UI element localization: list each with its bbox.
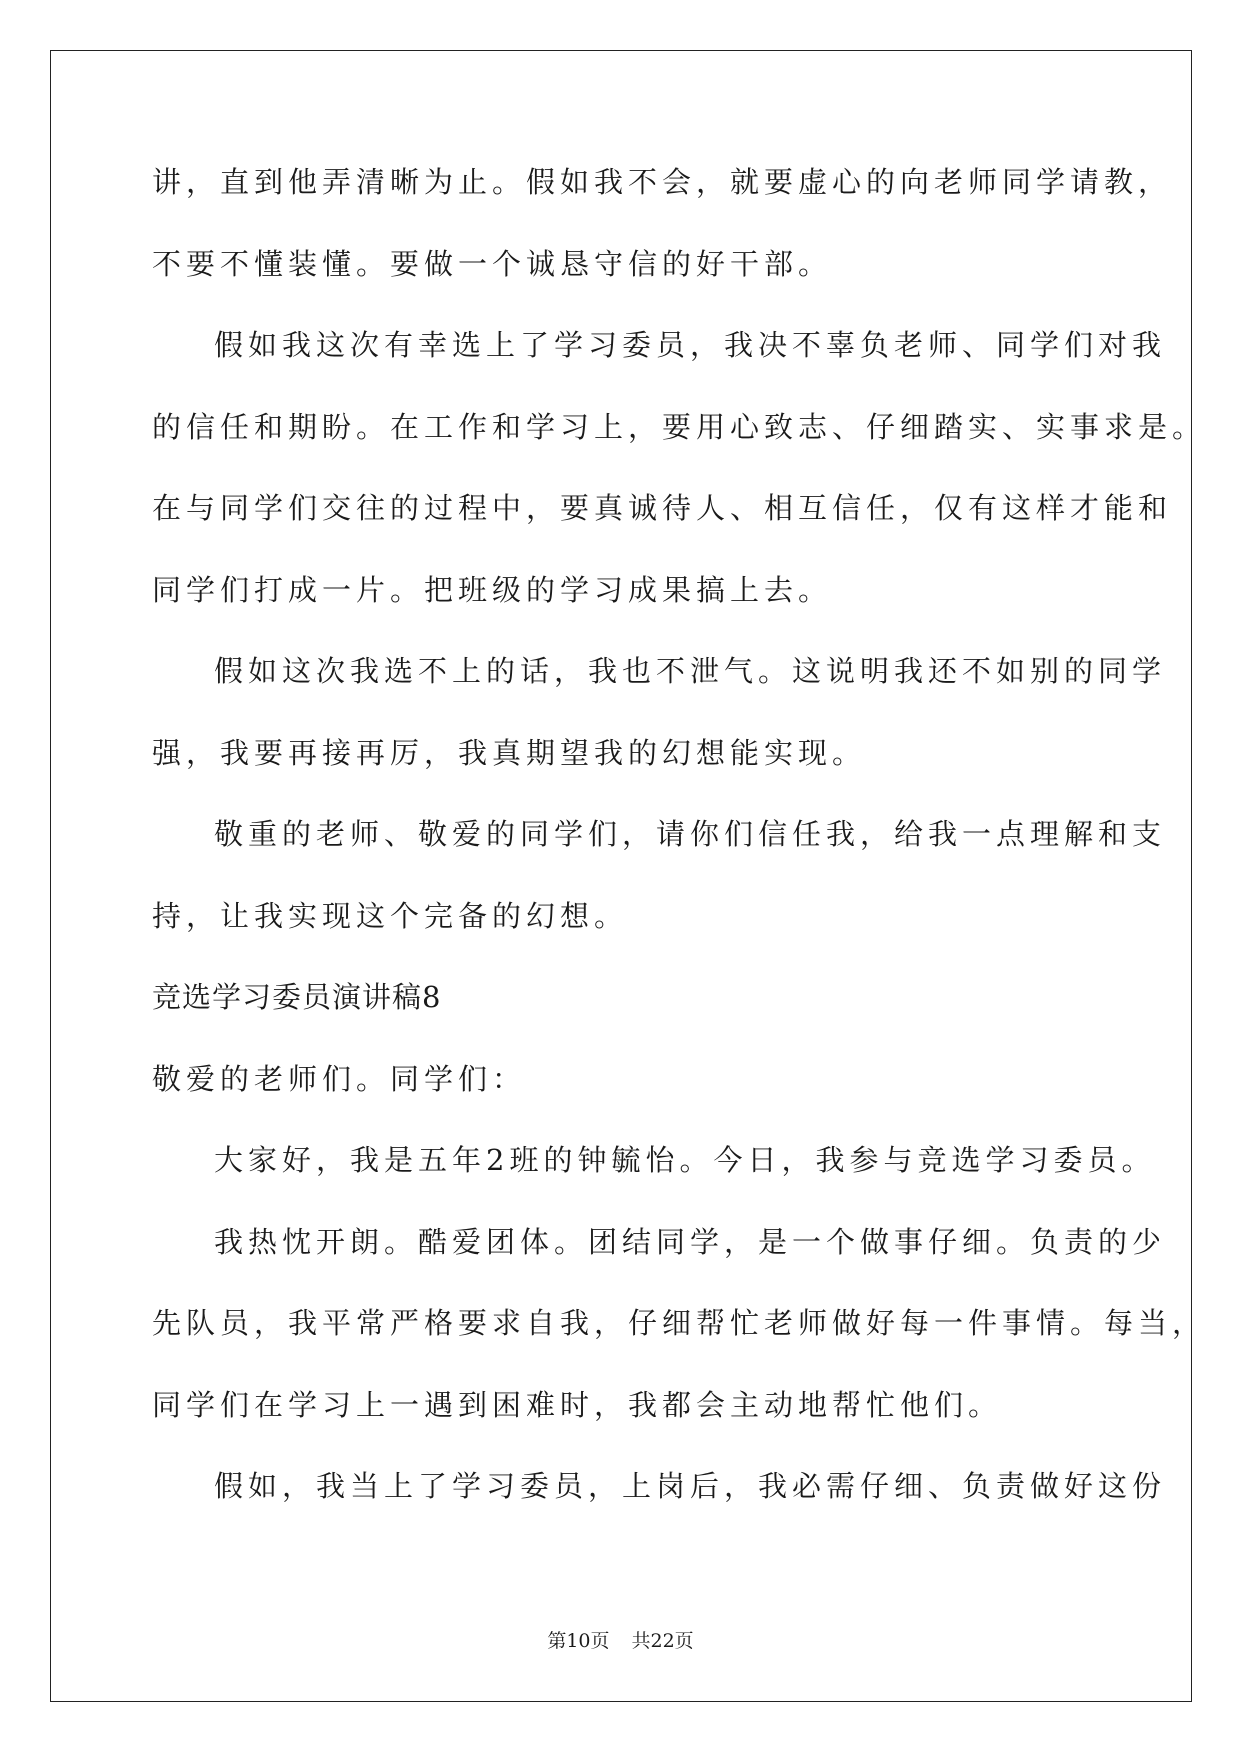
paragraph-start: 假如，我当上了学习委员，上岗后，我必需仔细、负责做好这份 (214, 1469, 1167, 1503)
text-line: 强，我要再接再厉，我真期望我的幻想能实现。 (152, 735, 867, 770)
paragraph-start: 假如我这次有幸选上了学习委员，我决不辜负老师、同学们对我 (214, 328, 1167, 362)
text-line: 不要不懂装懂。要做一个诚恳守信的好干部。 (152, 246, 833, 281)
paragraph-start: 我热忱开朗。酷爱团体。团结同学，是一个做事仔细。负责的少 (214, 1224, 1167, 1259)
salutation: 敬爱的老师们。同学们： (152, 1061, 527, 1096)
total-pages-label: 共22页 (631, 1630, 694, 1652)
text-line: 讲，直到他弄清晰为止。假如我不会，就要虚心的向老师同学请教， (152, 165, 1173, 199)
paragraph-start: 假如这次我选不上的话，我也不泄气。这说明我还不如别的同学 (214, 654, 1167, 688)
paragraph-start: 敬重的老师、敬爱的同学们，请你们信任我，给我一点理解和支 (214, 817, 1167, 851)
document-body (152, 165, 1207, 1554)
text-line: 同学们在学习上一遇到困难时，我都会主动地帮忙他们。 (152, 1387, 1003, 1422)
text-line: 持，让我实现这个完备的幻想。 (152, 898, 629, 933)
page-footer (0, 1626, 1241, 1653)
text-line: 同学们打成一片。把班级的学习成果搞上去。 (152, 572, 833, 607)
paragraph-start: 大家好，我是五年2班的钟毓怡。今日，我参与竞选学习委员。 (214, 1143, 1156, 1177)
text-line: 先队员，我平常严格要求自我，仔细帮忙老师做好每一件事情。每当， (152, 1306, 1207, 1340)
current-page-label: 第10页 (547, 1630, 610, 1652)
text-line: 在与同学们交往的过程中，要真诚待人、相互信任，仅有这样才能和 (152, 491, 1173, 525)
text-line: 的信任和期盼。在工作和学习上，要用心致志、仔细踏实、实事求是。 (152, 409, 1207, 444)
section-heading: 竞选学习委员演讲稿8 (152, 980, 442, 1014)
